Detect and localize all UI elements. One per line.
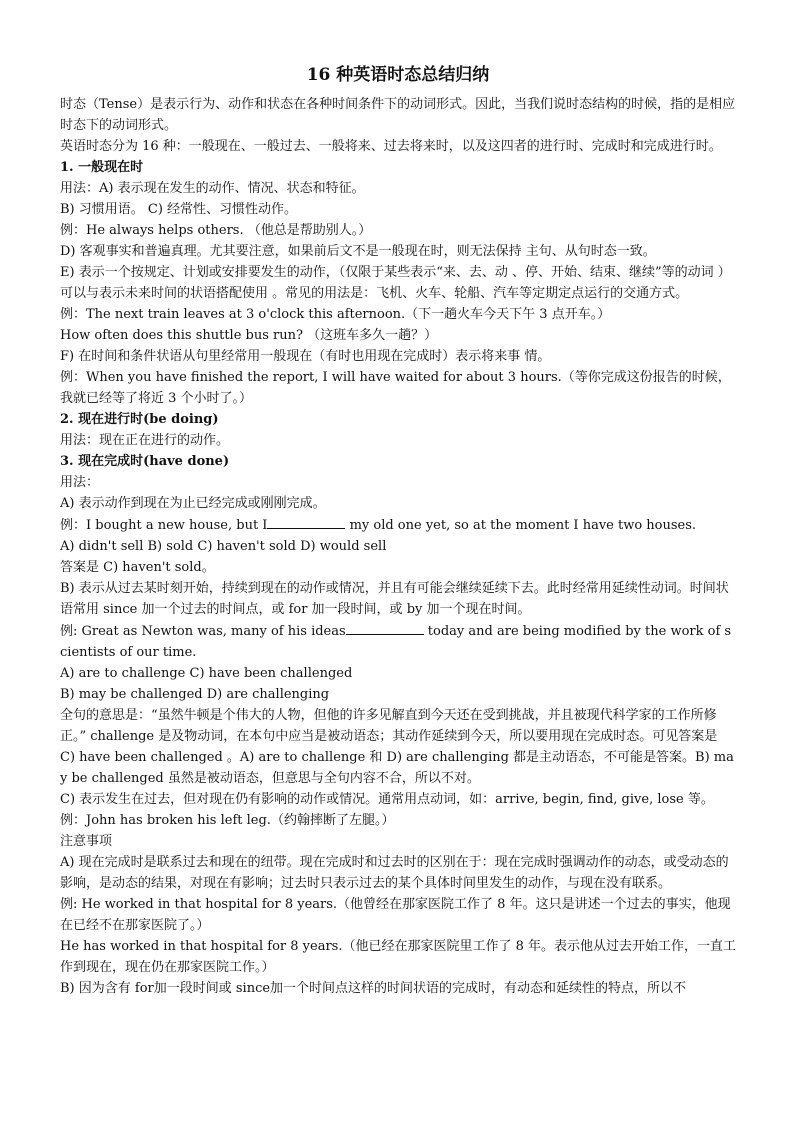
paragraph-text: A) didn't sell B) sold C) haven't sold D) would sell: [60, 539, 387, 554]
paragraph: [60, 199, 736, 220]
paragraph-text: He has worked in that hospital for 8 years.（他已经在那家医院里工作了 8 年。表示他从过去开始工作，一直工作到现在，现在仍在那家医院工作。）: [60, 939, 736, 975]
paragraph-text: 用法：: [60, 475, 100, 490]
paragraph-text: 3. 现在完成时(have done): [60, 454, 230, 469]
paragraph-text: How often does this shuttle bus run? （这班车多久一趟？）: [60, 328, 438, 343]
paragraph: [60, 367, 736, 409]
paragraph: [60, 136, 736, 157]
paragraph: [60, 663, 736, 684]
paragraph: [60, 241, 736, 262]
paragraph: [60, 894, 736, 936]
paragraph-text: A) 现在完成时是联系过去和现在的纽带。现在完成时和过去时的区别在于：现在完成时强调动作的动态，或受动态的影响，是动态的结果，对现在有影响；过去时只表示过去的某个具体时间里发生的动作，与现在没有联系。: [60, 855, 729, 891]
paragraph: [60, 852, 736, 894]
paragraph: [60, 978, 736, 999]
paragraph-text: 用法：A) 表示现在发生的动作、情况、状态和特征。: [60, 181, 365, 196]
paragraph: [60, 178, 736, 199]
document-title: 16 种英语时态总结归纳: [306, 65, 490, 85]
paragraph-text: B) 习惯用语。 C) 经常性、习惯性动作。: [60, 202, 298, 217]
paragraph-text: today and are being modified by the work of scientists of our time.: [60, 624, 732, 660]
paragraph: [60, 325, 736, 346]
paragraph: [60, 557, 736, 578]
paragraph: [60, 472, 736, 493]
paragraph-text: 例：I bought a new house, but I: [60, 518, 268, 533]
paragraph-text: 时态（Tense）是表示行为、动作和状态在各种时间条件下的动词形式。因此，当我们说时态结构的时候，指的是相应时态下的动词形式。: [60, 97, 736, 133]
paragraph-text: F) 在时间和条件状语从句里经常用一般现在（有时也用现在完成时）表示将来事 情。: [60, 349, 551, 364]
paragraph: [60, 705, 736, 789]
section-heading: [60, 451, 736, 472]
paragraph: [60, 831, 736, 852]
answer-blank: [267, 514, 345, 529]
paragraph: [60, 346, 736, 367]
paragraph: [60, 430, 736, 451]
paragraph-text: 例：When you have finished the report, I will have waited for about 3 hours.（等你完成这份报告的时候，我就已经等了将近 3 个小时了。）: [60, 370, 731, 406]
paragraph: [60, 578, 736, 620]
paragraph-text: 注意事项: [60, 834, 113, 849]
paragraph: [60, 789, 736, 810]
paragraph: [60, 684, 736, 705]
paragraph-text: 例：The next train leaves at 3 o'clock this afternoon.（下一趟火车今天下午 3 点开车。）: [60, 307, 611, 322]
paragraph: [60, 620, 736, 663]
document-body: [60, 94, 736, 999]
paragraph: [60, 94, 736, 136]
paragraph-text: 全句的意思是：“虽然牛顿是个伟大的人物，但他的许多见解直到今天还在受到挑战，并且被现代科学家的工作所修正。” challenge 是及物动词，在本句中应当是被动语态；其动作延续到今天，所以要用现在完成时态。可见答案是 C) have been challenged 。A) are to challenge 和 D) are challenging 都是主动语态，不可能是答案。B) may be challenged 虽然是被动语态，但意思与全句内容不合，所以不对。: [60, 708, 734, 786]
paragraph-text: A) are to challenge C) have been challenged: [60, 666, 353, 681]
paragraph-text: E) 表示一个按规定、计划或安排要发生的动作，（仅限于某些表示“来、去、动 、停、开始、结束、继续”等的动词 ）可以与表示未来时间的状语搭配使用 。常见的用法是：飞机、火车、轮船、汽车等定期定点运行的交通方式。: [60, 265, 731, 301]
paragraph-text: D) 客观事实和普遍真理。尤其要注意，如果前后文不是一般现在时，则无法保持 主句、从句时态一致。: [60, 244, 656, 259]
paragraph-text: 例: He worked in that hospital for 8 years.（他曾经在那家医院工作了 8 年。这只是讲述一个过去的事实，他现在已经不在那家医院了。）: [60, 897, 731, 933]
paragraph-text: B) 因为含有 for加一段时间或 since加一个时间点这样的时间状语的完成时，有动态和延续性的特点，所以不: [60, 981, 687, 996]
paragraph-text: C) 表示发生在过去，但对现在仍有影响的动作或情况。通常用点动词，如：arrive, begin, find, give, lose 等。: [60, 792, 714, 807]
paragraph: [60, 220, 736, 241]
paragraph-text: A) 表示动作到现在为止已经完成或刚刚完成。: [60, 496, 326, 511]
paragraph: [60, 262, 736, 304]
paragraph-text: 1. 一般现在时: [60, 160, 144, 175]
paragraph: [60, 810, 736, 831]
paragraph-text: 答案是 C) haven't sold。: [60, 560, 215, 575]
paragraph: [60, 304, 736, 325]
section-heading: [60, 409, 736, 430]
paragraph-text: 例：He always helps others. （他总是帮助别人。）: [60, 223, 372, 238]
paragraph: [60, 514, 736, 536]
paragraph: [60, 936, 736, 978]
paragraph: [60, 536, 736, 557]
paragraph-text: 例：John has broken his left leg.（约翰摔断了左腿。）: [60, 813, 395, 828]
answer-blank: [346, 620, 424, 635]
paragraph-text: 例: Great as Newton was, many of his ideas: [60, 624, 346, 639]
paragraph-text: my old one yet, so at the moment I have two houses.: [345, 518, 697, 533]
paragraph-text: 用法：现在正在进行的动作。: [60, 433, 230, 448]
section-heading: [60, 157, 736, 178]
paragraph-text: 2. 现在进行时(be doing): [60, 412, 219, 427]
paragraph-text: 英语时态分为 16 种：一般现在、一般过去、一般将来、过去将来时，以及这四者的进行时、完成时和完成进行时。: [60, 139, 722, 154]
paragraph-text: B) may be challenged D) are challenging: [60, 687, 330, 702]
paragraph-text: B) 表示从过去某时刻开始，持续到现在的动作或情况，并且有可能会继续延续下去。此时经常用延续性动词。时间状语常用 since 加一个过去的时间点，或 for 加一段时间，或 by 加一个现在时间。: [60, 581, 729, 617]
paragraph: [60, 493, 736, 514]
